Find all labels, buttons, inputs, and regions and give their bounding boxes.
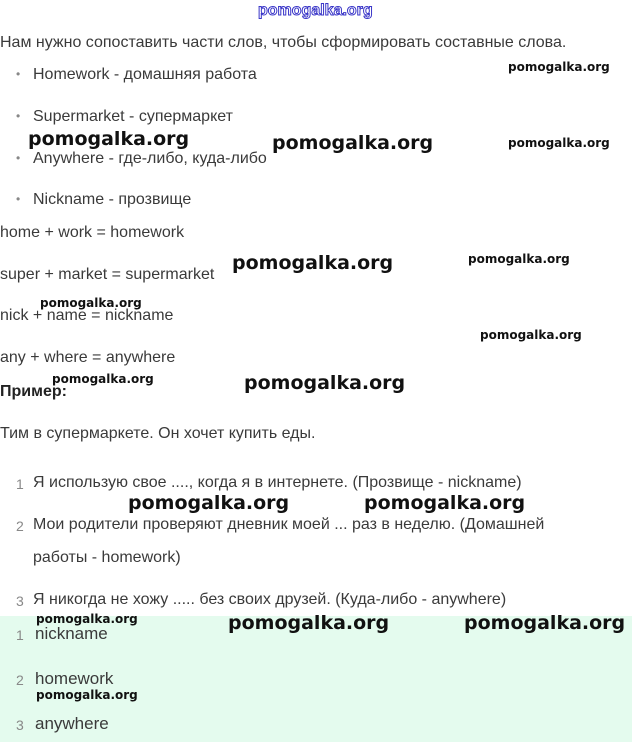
intro-text: Нам нужно сопоставить части слов, чтобы сформировать составные слова. <box>0 34 567 51</box>
task-text: Мои родители проверяют дневник моей ... раз в неделю. (Домашней <box>33 516 545 533</box>
watermark: pomogalka.org <box>36 612 138 626</box>
answer-number: 1 <box>16 627 24 643</box>
watermark: pomogalka.org <box>128 492 290 514</box>
watermark: pomogalka.org <box>508 60 610 74</box>
equation: any + where = anywhere <box>0 349 176 366</box>
example-text: Тим в супермаркете. Он хочет купить еды. <box>0 425 316 442</box>
equation: home + work = homework <box>0 224 185 241</box>
watermark: pomogalka.org <box>480 328 582 342</box>
bullet-item: • Nickname - прозвище <box>33 191 191 209</box>
equation: super + market = supermarket <box>0 266 215 283</box>
task-text-continued: работы - homework) <box>33 549 181 566</box>
watermark: pomogalka.org <box>28 128 190 150</box>
bullet-item: • Supermarket - супермаркет <box>33 108 233 126</box>
watermark: pomogalka.org <box>364 492 526 514</box>
watermark: pomogalka.org <box>508 136 610 150</box>
equation: nick + name = nickname <box>0 307 174 324</box>
answer-number: 2 <box>16 672 24 688</box>
bullet-item: • Anywhere - где-либо, куда-либо <box>33 150 267 168</box>
task-number: 2 <box>16 518 24 534</box>
watermark-header: pomogalka.org <box>258 2 373 19</box>
watermark: pomogalka.org <box>52 372 154 386</box>
watermark: pomogalka.org <box>232 252 394 274</box>
watermark: pomogalka.org <box>468 252 570 266</box>
answers-panel <box>0 616 632 742</box>
watermark: pomogalka.org <box>36 688 138 702</box>
answer-text: homework <box>35 669 114 688</box>
task-text: Я использую свое ...., когда я в интернете. (Прозвище - nickname) <box>33 474 522 491</box>
watermark: pomogalka.org <box>272 132 434 154</box>
answer-text: anywhere <box>35 714 109 733</box>
task-text: Я никогда не хожу ..... без своих друзей. (Куда-либо - anywhere) <box>33 591 507 608</box>
watermark: pomogalka.org <box>464 612 626 634</box>
answer-text: nickname <box>35 624 108 643</box>
bullet-item: • Homework - домашняя работа <box>33 66 257 84</box>
watermark: pomogalka.org <box>228 612 390 634</box>
watermark: pomogalka.org <box>40 296 142 310</box>
answer-number: 3 <box>16 717 24 733</box>
task-number: 3 <box>16 593 24 609</box>
watermark: pomogalka.org <box>244 372 406 394</box>
example-label: Пример: <box>0 383 67 400</box>
task-number: 1 <box>16 476 24 492</box>
